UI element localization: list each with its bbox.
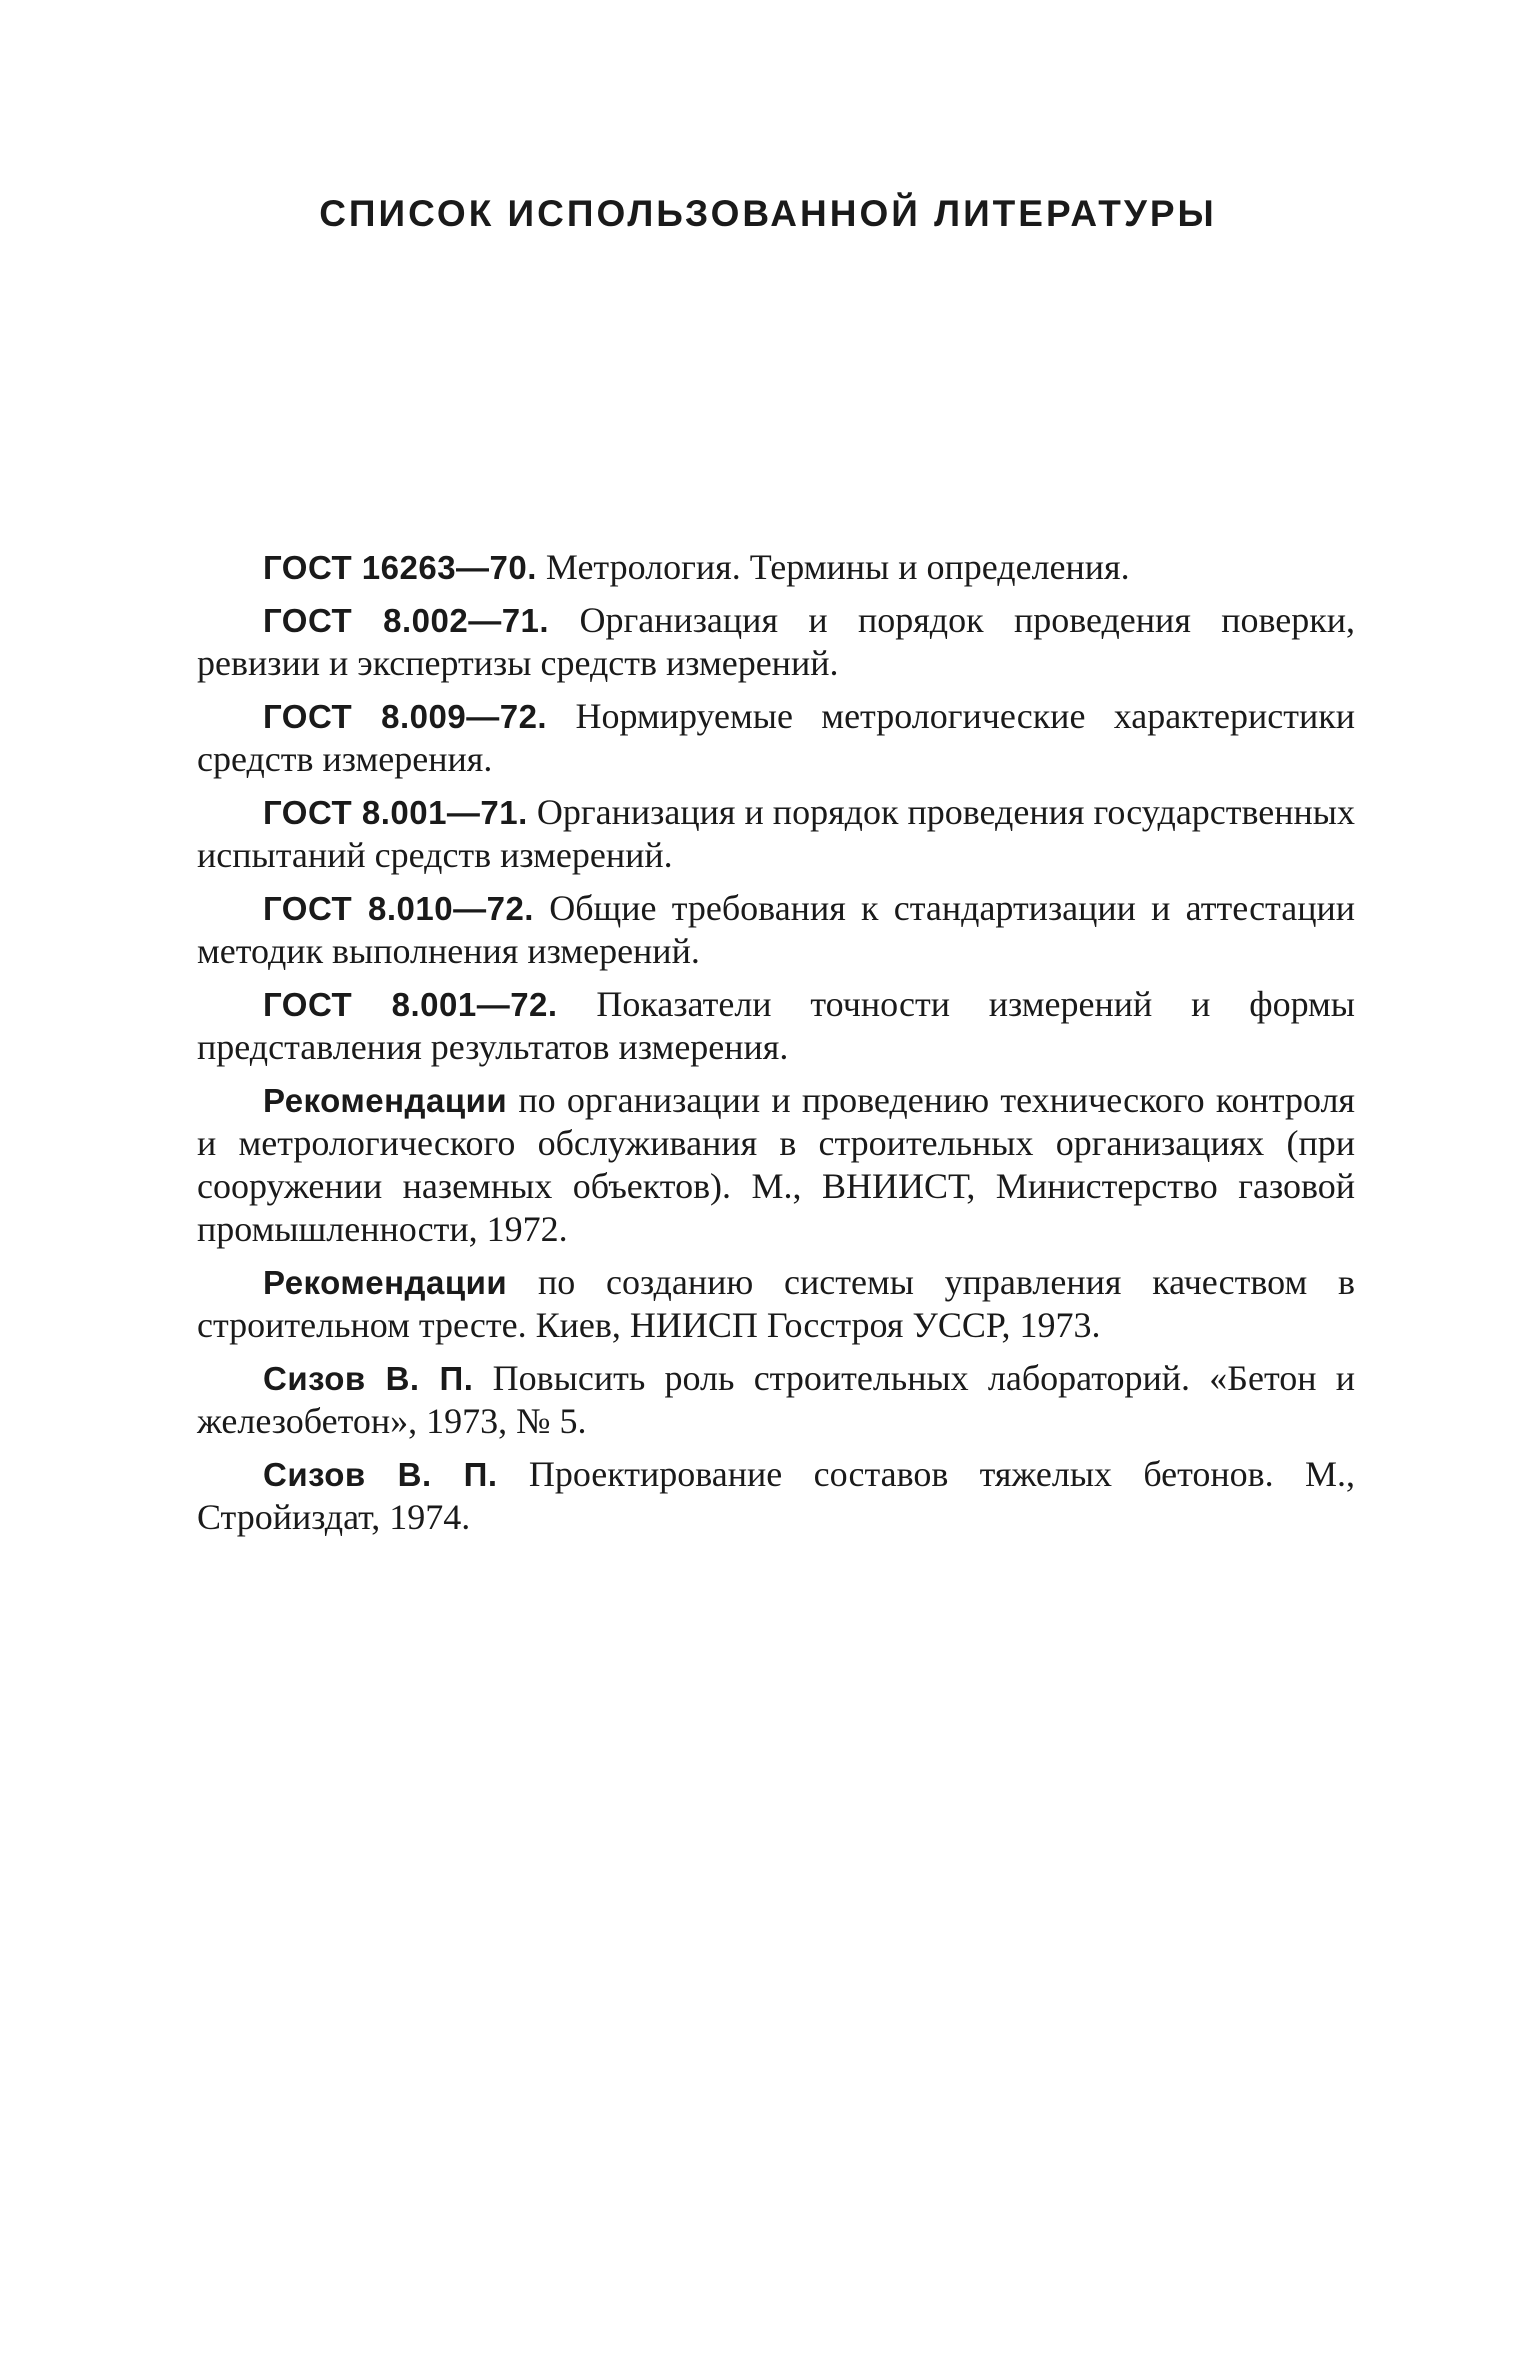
page-title: СПИСОК ИСПОЛЬЗОВАННОЙ ЛИТЕРАТУРЫ (319, 193, 1217, 234)
reference-item (197, 1453, 1355, 1539)
reference-author: Сизов В. П. (263, 1360, 474, 1397)
reference-item (197, 695, 1355, 781)
reference-text: Метрология. Термины и определения. (536, 547, 1130, 587)
reference-list (197, 546, 1355, 1549)
reference-item (197, 887, 1355, 973)
reference-text: Повысить роль строительных лабораторий. «Бетон и железобетон», 1973, № 5. (197, 1358, 1355, 1441)
reference-item (197, 1079, 1355, 1251)
reference-author: ГОСТ 8.009—72. (263, 698, 548, 735)
reference-author: ГОСТ 8.010—72. (263, 890, 534, 927)
reference-text: Организация и порядок проведения поверки, ревизии и экспертизы средств измерений. (197, 600, 1356, 683)
reference-text: по созданию системы управления качеством в строительном тресте. Киев, НИИСП Госстроя УССР, 1973. (197, 1262, 1355, 1345)
reference-author: ГОСТ 16263—70. (263, 549, 537, 586)
reference-item (197, 546, 1355, 589)
reference-item (197, 791, 1355, 877)
reference-author: ГОСТ 8.001—71. (263, 794, 528, 831)
reference-author: Сизов В. П. (263, 1456, 498, 1493)
reference-text: Показатели точности измерений и формы представления результатов измерения. (197, 984, 1355, 1067)
reference-author: Рекомендации (263, 1082, 508, 1119)
reference-item (197, 1261, 1355, 1347)
reference-author: ГОСТ 8.002—71. (263, 602, 550, 639)
reference-author: Рекомендации (263, 1264, 508, 1301)
reference-author: ГОСТ 8.001—72. (263, 986, 558, 1023)
reference-text: по организации и проведению технического контроля и метрологического обслуживания в строительных организациях (при сооружении наземных объектов). М., ВНИИСТ, Министерство газовой промышленности, 1972. (197, 1080, 1355, 1249)
reference-text: Общие требования к стандартизации и аттестации методик выполнения измерений. (197, 888, 1355, 971)
reference-item (197, 1357, 1355, 1443)
reference-item (197, 983, 1355, 1069)
reference-text: Проектирование составов тяжелых бетонов. М., Стройиздат, 1974. (197, 1454, 1355, 1537)
reference-text: Организация и порядок проведения государственных испытаний средств измерений. (197, 792, 1355, 875)
reference-item (197, 599, 1355, 685)
reference-text: Нормируемые метрологические характеристики средств измерения. (197, 696, 1355, 779)
